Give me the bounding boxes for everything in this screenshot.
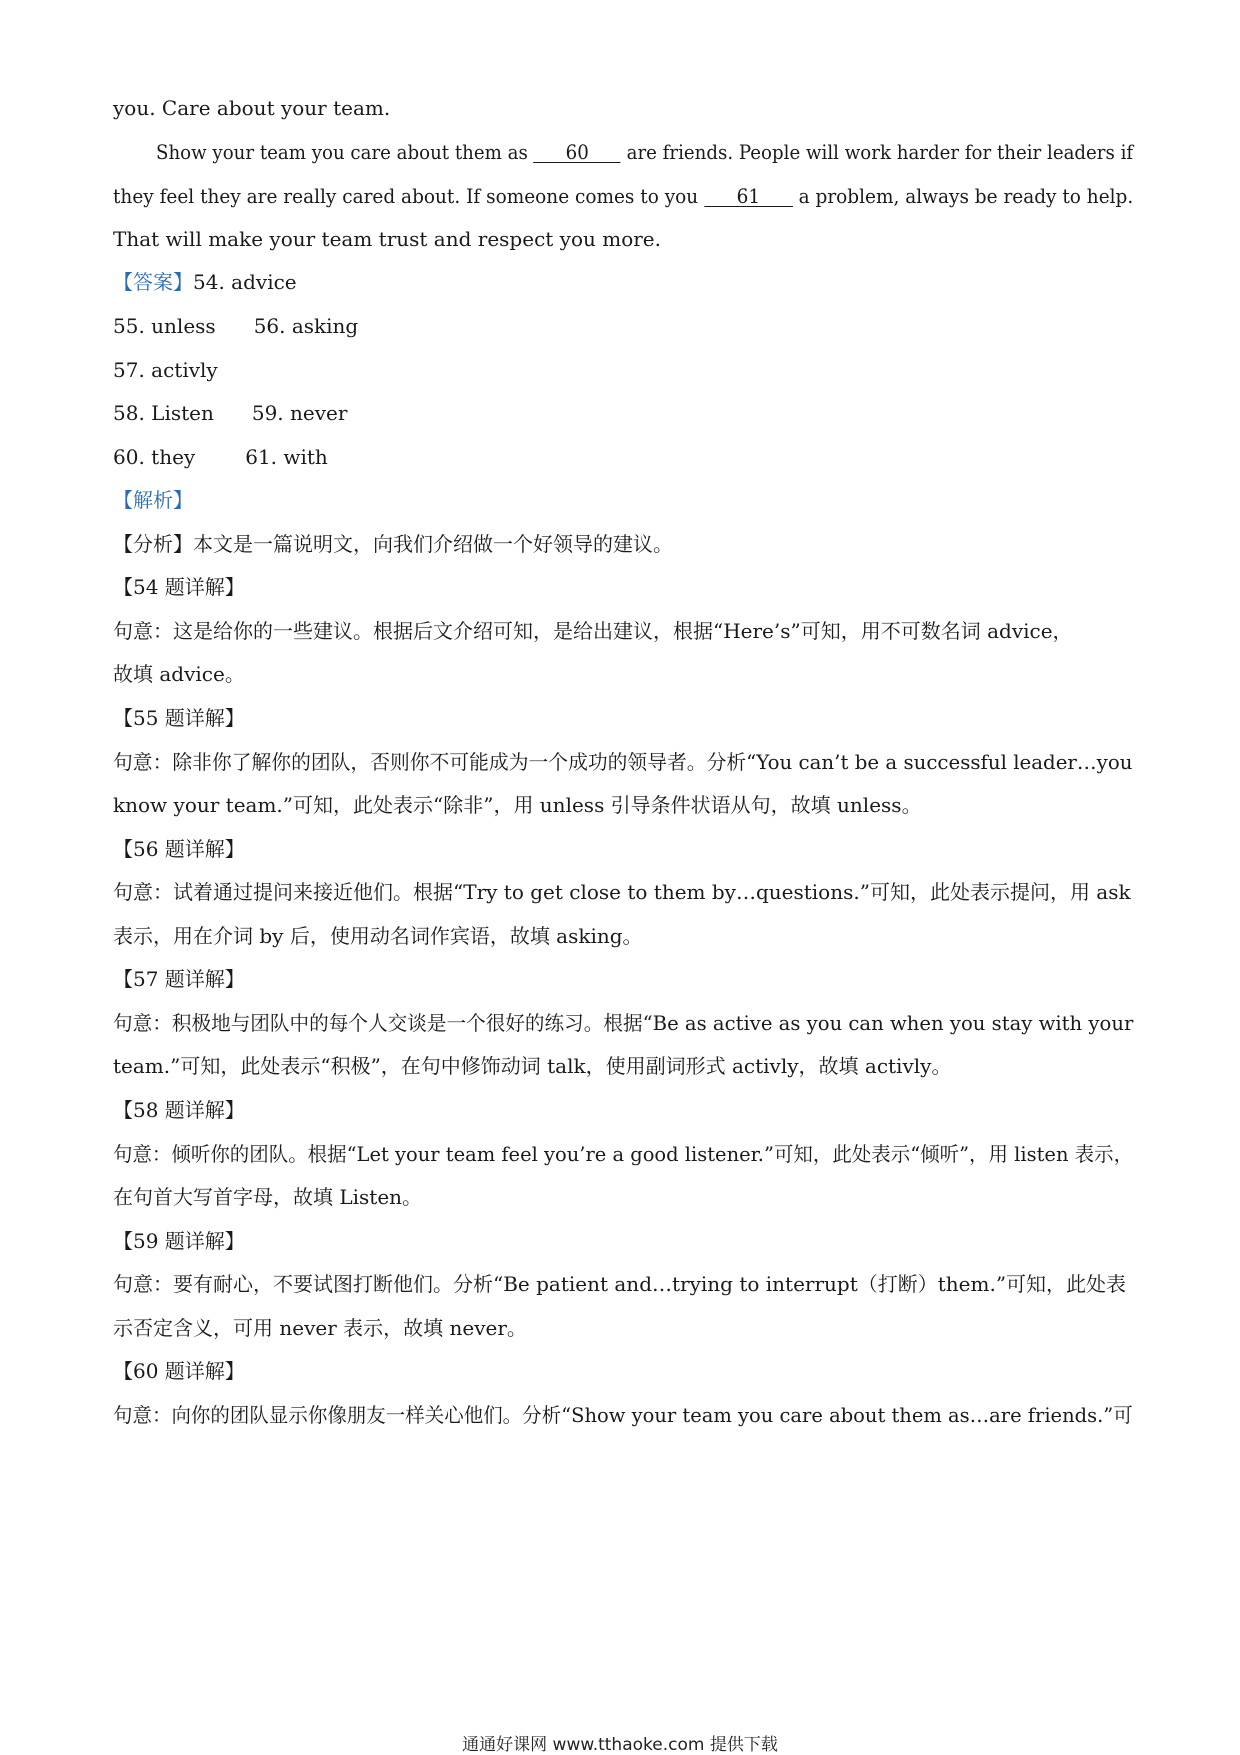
answer-line [113,445,1133,469]
question-title: 【58 题详解】 [113,1098,245,1122]
analysis-summary: 【分析】本文是一篇说明文，向我们介绍做一个好领导的建议。 [113,532,673,556]
question-explanation: 句意：除非你了解你的团队，否则你不可能成为一个成功的领导者。分析“You can’t be a successful leader…you [113,750,1133,774]
question-title: 【56 题详解】 [113,837,245,861]
analysis-label: 【解析】 [113,488,193,512]
passage-line [156,140,1134,164]
question-explanation: 表示，用在介词 by 后，使用动名词作宾语，故填 asking。 [113,924,643,948]
passage-text: a problem, always be ready to help. [792,184,1134,208]
answer-line [113,358,1133,382]
question-explanation: 在句首大写首字母，故填 Listen。 [113,1185,423,1209]
passage-line: you. Care about your team. [113,96,391,120]
answer-56: 56. asking [253,314,359,338]
question-explanation: 故填 advice。 [113,662,245,686]
question-title: 【57 题详解】 [113,967,245,991]
question-explanation: 句意：试着通过提问来接近他们。根据“Try to get close to them by…questions.”可知，此处表示提问，用 ask [113,880,1131,904]
answer-line [113,401,1133,425]
answer-line [113,314,1133,338]
question-title: 【60 题详解】 [113,1359,245,1383]
question-explanation: 句意：要有耐心，不要试图打断他们。分析“Be patient and…trying to interrupt（打断）them.”可知，此处表 [113,1272,1127,1296]
question-explanation: 示否定含义，可用 never 表示，故填 never。 [113,1316,527,1340]
passage-line [113,184,1134,208]
answer-58: 58. Listen [113,401,214,425]
passage-text: they feel they are really cared about. If someone comes to you [113,184,705,208]
answer-55: 55. unless [113,314,216,338]
answer-54: 54. advice [193,270,297,294]
question-explanation: 句意：积极地与团队中的每个人交谈是一个很好的练习。根据“Be as active as you can when you stay with your [113,1011,1134,1035]
question-explanation: 句意：这是给你的一些建议。根据后文介绍可知，是给出建议，根据“Here’s”可知，用不可数名词 advice， [113,619,1073,643]
page-footer: 通通好课网 www.tthaoke.com 提供下载 [462,1735,778,1755]
question-explanation: 句意：倾听你的团队。根据“Let your team feel you’re a good listener.”可知，此处表示“倾听”，用 listen 表示， [113,1142,1134,1166]
question-explanation: know your team.”可知，此处表示“除非”，用 unless 引导条件状语从句，故填 unless。 [113,793,922,817]
question-title: 【59 题详解】 [113,1229,245,1253]
answer-label: 【答案】 [113,270,193,294]
blank-60: 60 [534,142,621,163]
question-explanation: team.”可知，此处表示“积极”，在句中修饰动词 talk，使用副词形式 activly，故填 activly。 [113,1054,952,1078]
question-title: 【55 题详解】 [113,706,245,730]
blank-61: 61 [704,186,793,207]
passage-line: That will make your team trust and respect you more. [113,227,661,251]
answer-59: 59. never [251,401,348,425]
answer-60: 60. they [113,445,196,469]
passage-text: Show your team you care about them as [156,140,534,164]
question-explanation: 句意：向你的团队显示你像朋友一样关心他们。分析“Show your team you care about them as…are friends.”可 [113,1403,1133,1427]
answer-line [113,270,1133,294]
answer-57: 57. activly [113,358,218,382]
question-title: 【54 题详解】 [113,575,245,599]
answer-61: 61. with [245,445,328,469]
passage-text: are friends. People will work harder for their leaders if [620,140,1134,164]
